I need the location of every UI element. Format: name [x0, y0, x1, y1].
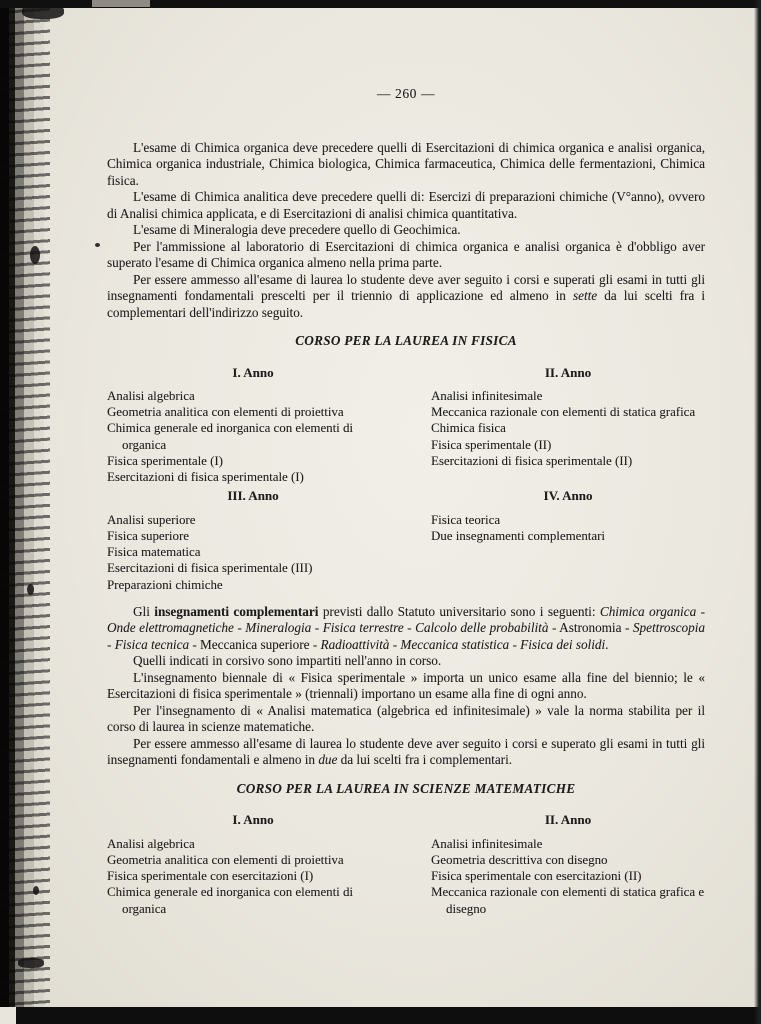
separator: - [403, 620, 416, 636]
course-item: Chimica generale ed inorganica con elementi di organica [107, 421, 354, 452]
text-run: Per essere ammesso all'esame di laurea lo studente deve aver seguito i corsi e superato gli esami in tutti gli insegnamenti fondamentali e almeno in [107, 735, 705, 768]
course-item: Fisica matematica [107, 545, 201, 560]
paragraph-chimica-organica: L'esame di Chimica organica deve precedere quelli di Esercitazioni di chimica organica e analisi organica, Chimica organica industriale, Chimica biologica, Chimica farmaceutica, Chimica delle fermentazioni, Chimica fisica. [107, 139, 705, 188]
text-run-italic: sette [572, 288, 598, 303]
separator: - [107, 636, 115, 652]
text-run: previsti dallo Statuto universitario sono i seguenti: [318, 603, 600, 619]
paragraph-chimica-analitica: L'esame di Chimica analitica deve precedere quelli di: Esercizi di preparazioni chimiche (V°anno), ovvero di Analisi chimica applicata, e di Esercitazioni di analisi chimica quantitativa. [107, 189, 705, 221]
section-title-fisica: CORSO PER LA LAUREA IN FISICA [295, 333, 517, 348]
text-run-bold: insegnamenti complementari [154, 603, 319, 619]
course-item: Geometria analitica con elementi di proiettiva [107, 405, 344, 420]
separator: - [548, 620, 560, 636]
page-number: — 260 — [376, 86, 436, 101]
scan-speck [22, 4, 64, 19]
scan-speck [30, 246, 40, 264]
complementary-course: Fisica tecnica [114, 636, 190, 652]
course-item: Fisica teorica [431, 512, 501, 527]
matematiche-anno-2-column [431, 809, 705, 917]
course-item: Fisica sperimentale con esercitazioni (I) [107, 869, 314, 884]
fisica-anni-3-4 [107, 485, 705, 593]
course-item: Due insegnamenti complementari [431, 528, 605, 543]
course-item: Analisi infinitesimale [431, 389, 543, 403]
course-item: Meccanica razionale con elementi di statica grafica [431, 405, 696, 420]
course-item: Esercitazioni di fisica sperimentale (I) [107, 470, 304, 485]
complementary-course: Chimica organica [599, 603, 697, 619]
year-label-anno-3: III. Anno [227, 488, 279, 504]
terminator: . [605, 636, 609, 652]
complementary-course: Meccanica superiore [200, 636, 310, 652]
paragraph-ammissione-laurea [107, 272, 705, 322]
fisica-anno-3-column [107, 485, 399, 593]
complementary-course: Fisica dei solidi [520, 636, 606, 652]
paragraph-complementari [107, 604, 705, 654]
text-run-italic: due [318, 752, 338, 768]
text-run: Gli [133, 603, 155, 619]
separator: - [309, 636, 321, 652]
separator: - [189, 636, 201, 652]
scan-edge-right [754, 0, 761, 1024]
course-item: Analisi algebrica [107, 836, 195, 851]
scan-edge-gap [0, 1007, 16, 1024]
scan-edge-bottom [0, 1007, 761, 1024]
fisica-anno-1-column [107, 362, 399, 486]
separator: - [696, 603, 705, 619]
separator: - [233, 620, 246, 636]
complementary-course: Fisica terrestre [322, 620, 404, 636]
section-title-matematiche: CORSO PER LA LAUREA IN SCIENZE MATEMATICHE [236, 780, 576, 796]
course-item: Preparazioni chimiche [107, 577, 223, 592]
course-item: Fisica sperimentale (II) [431, 437, 552, 452]
complementary-course: Astronomia [559, 620, 622, 636]
complementary-course: Calcolo delle probabilità [415, 620, 549, 636]
paragraph-corsivo-note: Quelli indicati in corsivo sono impartiti nell'anno in corso. [133, 653, 442, 669]
scan-speck [33, 886, 39, 895]
fisica-anno-2-column [431, 362, 705, 486]
course-item: Analisi algebrica [107, 389, 195, 403]
year-label-anno-1: I. Anno [232, 812, 274, 828]
course-item: Fisica superiore [107, 528, 189, 543]
text-run: da lui scelti fra i complementari. [337, 752, 513, 768]
text-run: Per essere ammesso all'esame di laurea lo studente deve aver seguito i corsi e superati gli esami in tutti gli insegnamenti fondamentali prescelti per il triennio di applicazione ed almeno in [107, 271, 705, 303]
year-label-anno-2: II. Anno [544, 364, 592, 380]
paragraph-biennale-note: L'insegnamento biennale di « Fisica sperimentale » importa un unico esame alla fine del biennio; le « Esercitazioni di fisica sperimentale » (triennali) importano un esame alla fine di ogni anno. [107, 669, 705, 702]
course-item: Esercitazioni di fisica sperimentale (II) [431, 453, 633, 468]
complementary-course: Meccanica statistica [400, 636, 510, 652]
scan-edge-notch [92, 0, 150, 7]
scan-speck [95, 243, 100, 247]
course-item: Analisi superiore [107, 512, 196, 527]
fisica-anni-1-2 [107, 362, 705, 486]
complementary-course: Mineralogia [245, 620, 312, 636]
page-content [107, 86, 705, 917]
course-item: Geometria analitica con elementi di proiettiva [107, 852, 344, 867]
paragraph-mineralogia: L'esame di Mineralogia deve precedere quello di Geochimica. [133, 222, 461, 237]
course-item: Geometria descrittiva con disegno [431, 852, 608, 867]
course-item: Chimica fisica [431, 421, 506, 436]
complementary-course: Spettroscopia [632, 620, 705, 636]
course-item: Fisica sperimentale (I) [107, 453, 223, 468]
text-run: da lui scelti fra i complementari dell'indirizzo seguito. [107, 288, 706, 320]
complementary-course: Radioattività [320, 636, 390, 652]
paragraph-laboratorio: Per l'ammissione al laboratorio di Esercitazioni di chimica organica e analisi organica è d'obbligo aver superato l'esame di Chimica organica almeno nella prima parte. [107, 238, 705, 270]
fisica-anno-4-column [431, 485, 705, 593]
complementary-course: Onde elettromagnetiche [107, 620, 234, 636]
year-label-anno-4: IV. Anno [543, 488, 593, 504]
paragraph-analisi-note: Per l'insegnamento di « Analisi matematica (algebrica ed infinitesimale) » vale la norma stabilita per il corso di laurea in scienze matematiche. [107, 702, 705, 735]
course-item: Meccanica razionale con elementi di statica grafica e disegno [431, 885, 705, 916]
course-item: Fisica sperimentale con esercitazioni (II) [431, 869, 642, 884]
course-item: Chimica generale ed inorganica con elementi di organica [107, 885, 354, 916]
scan-speck [27, 584, 34, 595]
matematiche-anno-1-column [107, 809, 399, 917]
separator: - [509, 636, 521, 652]
book-binding-shadow [0, 0, 50, 1024]
scan-speck [18, 958, 44, 968]
separator: - [311, 620, 323, 636]
course-item: Esercitazioni di fisica sperimentale (III) [107, 561, 313, 576]
course-item: Analisi infinitesimale [431, 836, 543, 851]
year-label-anno-1: I. Anno [232, 364, 274, 380]
separator: - [389, 636, 401, 652]
matematiche-anni-1-2 [107, 809, 705, 917]
paragraph-ammissione-laurea-matematiche [107, 736, 705, 769]
separator: - [621, 620, 633, 636]
year-label-anno-2: II. Anno [544, 812, 592, 828]
